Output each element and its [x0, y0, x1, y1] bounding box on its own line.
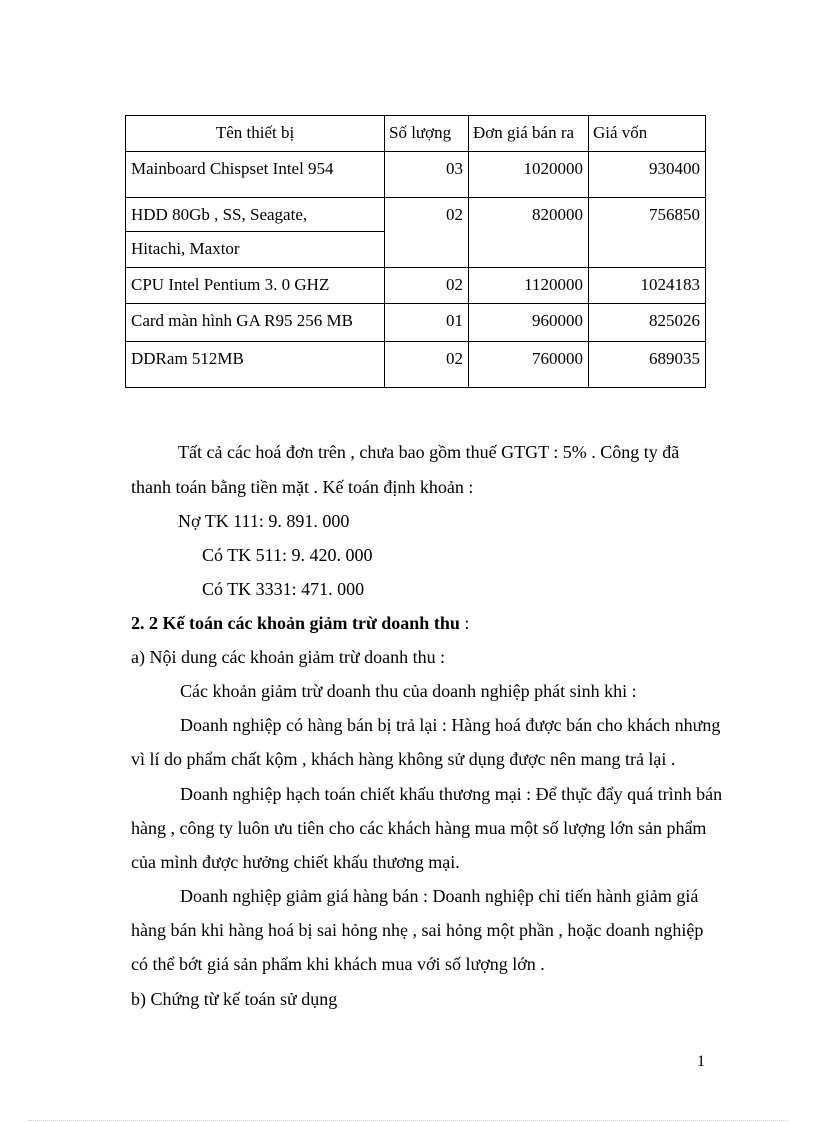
header-sale-price: Đơn giá bán ra — [469, 116, 589, 152]
cell-cost-price: 825026 — [589, 304, 706, 342]
cell-cost-price: 930400 — [589, 152, 706, 198]
table-row — [126, 198, 706, 232]
section-heading — [131, 611, 469, 635]
cell-device-name: DDRam 512MB — [126, 342, 385, 388]
cell-quantity: 02 — [385, 268, 469, 304]
page-bottom-divider — [28, 1120, 788, 1121]
cell-sale-price: 760000 — [469, 342, 589, 388]
table-row — [126, 304, 706, 342]
paragraph-invoice-note-line1: Tất cả các hoá đơn trên , chưa bao gồm thuế GTGT : 5% . Công ty đã — [178, 442, 680, 462]
header-cost-price: Giá vốn — [589, 116, 706, 152]
cell-device-name: Card màn hình GA R95 256 MB — [126, 304, 385, 342]
journal-entry-debit: Nợ TK 111: 9. 891. 000 — [178, 511, 350, 531]
table-row — [126, 342, 706, 388]
equipment-table — [125, 115, 706, 388]
cell-sale-price: 960000 — [469, 304, 589, 342]
cell-device-name: CPU Intel Pentium 3. 0 GHZ — [126, 268, 385, 304]
cell-cost-price: 1024183 — [589, 268, 706, 304]
empty-cell — [385, 232, 469, 268]
cell-sale-price: 1020000 — [469, 152, 589, 198]
paragraph-discount-line2: hàng , công ty luôn ưu tiên cho các khách hàng mua một số lượng lớn sản phẩm — [131, 818, 707, 838]
table-row-continuation — [126, 232, 706, 268]
cell-quantity: 02 — [385, 198, 469, 232]
paragraph-returns-line1: Doanh nghiệp có hàng bán bị trả lại : Hàng hoá được bán cho khách nhưng — [180, 715, 721, 735]
table-row — [126, 268, 706, 304]
paragraph-discount-line3: của mình được hưởng chiết khấu thương mại. — [131, 852, 460, 872]
cell-quantity: 02 — [385, 342, 469, 388]
paragraph-price-reduction-line1: Doanh nghiệp giảm giá hàng bán : Doanh nghiệp chỉ tiến hành giảm giá — [180, 886, 699, 906]
journal-entry-credit-3331: Có TK 3331: 471. 000 — [202, 579, 365, 599]
paragraph-returns-line2: vì lí do phẩm chất kộm , khách hàng không sử dụng được nên mang trả lại . — [131, 749, 676, 769]
header-quantity: Số lượng — [385, 116, 469, 152]
page-number: 1 — [697, 1053, 705, 1070]
section-heading-colon: : — [459, 613, 470, 633]
cell-device-name-continued: Hitachi, Maxtor — [126, 232, 385, 268]
paragraph-price-reduction-line2: hàng bán khi hàng hoá bị sai hỏng nhẹ , sai hỏng một phần , hoặc doanh nghiệp — [131, 920, 704, 940]
cell-cost-price: 756850 — [589, 198, 706, 232]
cell-sale-price: 820000 — [469, 198, 589, 232]
subsection-a: a) Nội dung các khoản giảm trừ doanh thu : — [131, 647, 446, 667]
empty-cell — [589, 232, 706, 268]
table-header-row — [126, 116, 706, 152]
table-row — [126, 152, 706, 198]
paragraph-invoice-note-line2: thanh toán bằng tiền mặt . Kế toán định khoản : — [131, 477, 474, 497]
section-heading-title: 2. 2 Kế toán các khoản giảm trừ doanh thu — [131, 613, 460, 633]
header-device-name: Tên thiết bị — [126, 116, 385, 152]
cell-device-name: HDD 80Gb , SS, Seagate, — [126, 198, 385, 232]
cell-quantity: 01 — [385, 304, 469, 342]
empty-cell — [469, 232, 589, 268]
cell-cost-price: 689035 — [589, 342, 706, 388]
subsection-b: b) Chứng từ kế toán sử dụng — [131, 989, 338, 1009]
paragraph-deductions-intro: Các khoản giảm trừ doanh thu của doanh nghiệp phát sinh khi : — [180, 681, 637, 701]
cell-device-name: Mainboard Chispset Intel 954 — [126, 152, 385, 198]
journal-entry-credit-511: Có TK 511: 9. 420. 000 — [202, 545, 373, 565]
cell-sale-price: 1120000 — [469, 268, 589, 304]
paragraph-price-reduction-line3: có thể bớt giá sản phẩm khi khách mua với số lượng lớn . — [131, 954, 545, 974]
paragraph-discount-line1: Doanh nghiệp hạch toán chiết khấu thương mại : Để thụ̆c đẩy quá trình bán — [180, 784, 723, 804]
cell-quantity: 03 — [385, 152, 469, 198]
